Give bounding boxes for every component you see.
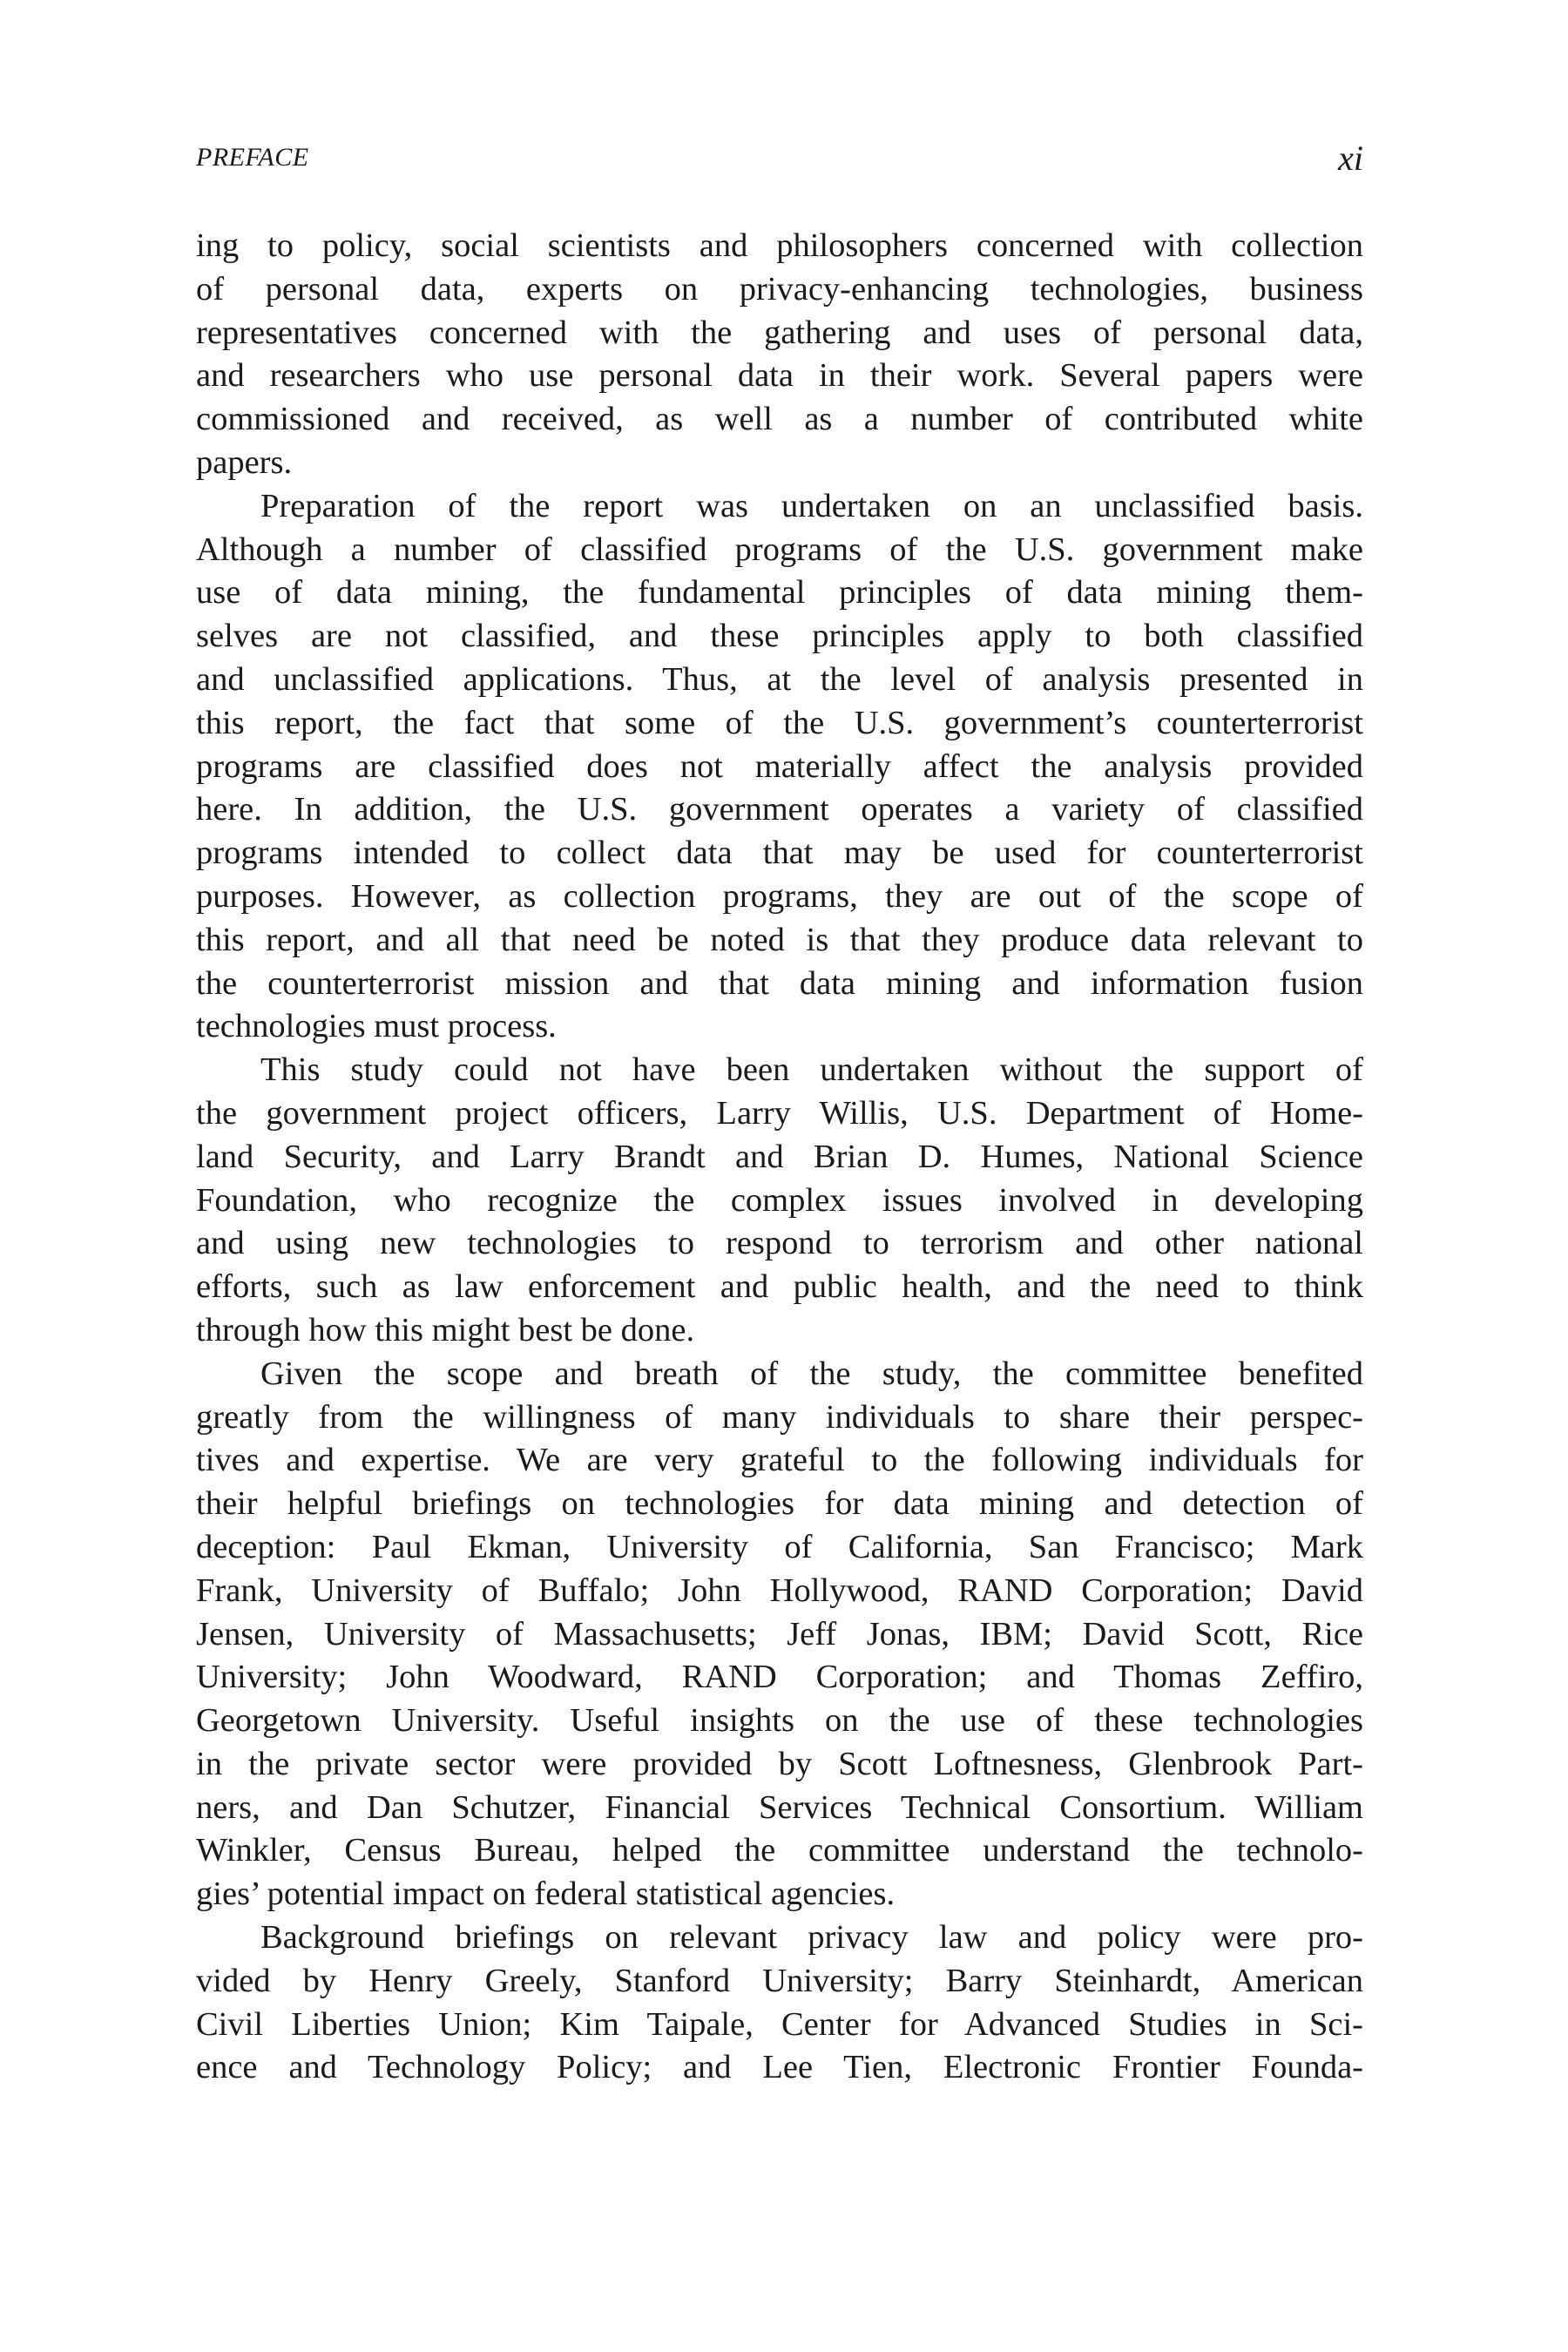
text-line: here. In addition, the U.S. government operates a variety of classified — [196, 791, 1363, 828]
text-line: greatly from the willingness of many individuals to share their perspec- — [196, 1398, 1363, 1436]
text-line: this report, and all that need be noted is that they produce data relevant to — [196, 921, 1363, 958]
text-line: programs are classified does not materially affect the analysis provided — [196, 747, 1363, 785]
text-line: selves are not classified, and these principles apply to both classified — [196, 618, 1363, 655]
page-number: xi — [1338, 139, 1363, 178]
text-line: representatives concerned with the gathering and uses of personal data, — [196, 314, 1363, 351]
text-line: gies’ potential impact on federal statistical agencies. — [196, 1876, 896, 1913]
text-line: papers. — [196, 443, 293, 481]
text-line: purposes. However, as collection programs, they are out of the scope of — [196, 877, 1363, 915]
text-line: their helpful briefings on technologies for data mining and detection of — [196, 1485, 1363, 1523]
text-line: commissioned and received, as well as a number of contributed white — [196, 401, 1363, 438]
text-line: Jensen, University of Massachusetts; Jeff Jonas, IBM; David Scott, Rice — [196, 1615, 1363, 1652]
text-line: vided by Henry Greely, Stanford University; Barry Steinhardt, American — [196, 1962, 1363, 1999]
text-line: Frank, University of Buffalo; John Hollywood, RAND Corporation; David — [196, 1571, 1363, 1609]
text-line: Winkler, Census Bureau, helped the committee understand the technolo- — [196, 1832, 1363, 1869]
text-line: deception: Paul Ekman, University of California, San Francisco; Mark — [196, 1528, 1363, 1565]
text-line: and unclassified applications. Thus, at the level of analysis presented in — [196, 660, 1363, 698]
text-line: and using new technologies to respond to terrorism and other national — [196, 1225, 1363, 1262]
text-line: Given the scope and breath of the study, the committee benefited — [260, 1355, 1363, 1392]
text-line: use of data mining, the fundamental principles of data mining them- — [196, 574, 1363, 612]
text-line: Background briefings on relevant privacy law and policy were pro- — [260, 1919, 1363, 1957]
text-line: Although a number of classified programs of the U.S. government make — [196, 531, 1363, 568]
text-line: efforts, such as law enforcement and public health, and the need to think — [196, 1268, 1363, 1306]
text-line: land Security, and Larry Brandt and Brian D. Humes, National Science — [196, 1138, 1363, 1175]
text-line: Georgetown University. Useful insights on the use of these technologies — [196, 1702, 1363, 1740]
text-line: This study could not have been undertaken without the support of — [260, 1051, 1363, 1089]
running-header — [196, 138, 1363, 176]
text-line: the government project officers, Larry Willis, U.S. Department of Home- — [196, 1094, 1363, 1132]
text-line: and researchers who use personal data in their work. Several papers were — [196, 357, 1363, 395]
text-line: in the private sector were provided by Scott Loftnesness, Glenbrook Part- — [196, 1745, 1363, 1782]
body-text — [196, 225, 1363, 2090]
text-line: technologies must process. — [196, 1008, 557, 1045]
text-line: programs intended to collect data that may be used for counterterrorist — [196, 835, 1363, 872]
text-line: Civil Liberties Union; Kim Taipale, Center for Advanced Studies in Sci- — [196, 2005, 1363, 2043]
text-line: ners, and Dan Schutzer, Financial Services Technical Consortium. William — [196, 1788, 1363, 1826]
section-title: PREFACE — [196, 143, 309, 172]
text-line: ing to policy, social scientists and philosophers concerned with collection — [196, 227, 1363, 264]
text-line: through how this might best be done. — [196, 1311, 695, 1348]
text-line: Preparation of the report was undertaken on an unclassified basis. — [260, 487, 1363, 524]
text-line: the counterterrorist mission and that data mining and information fusion — [196, 964, 1363, 1002]
text-line: ence and Technology Policy; and Lee Tien, Electronic Frontier Founda- — [196, 2049, 1363, 2086]
text-line: University; John Woodward, RAND Corporation; and Thomas Zeffiro, — [196, 1659, 1363, 1696]
text-line: of personal data, experts on privacy-enhancing technologies, business — [196, 270, 1363, 308]
text-line: this report, the fact that some of the U.S. government’s counterterrorist — [196, 704, 1363, 741]
text-line: Foundation, who recognize the complex issues involved in developing — [196, 1181, 1363, 1219]
text-line: tives and expertise. We are very grateful to the following individuals for — [196, 1442, 1363, 1479]
